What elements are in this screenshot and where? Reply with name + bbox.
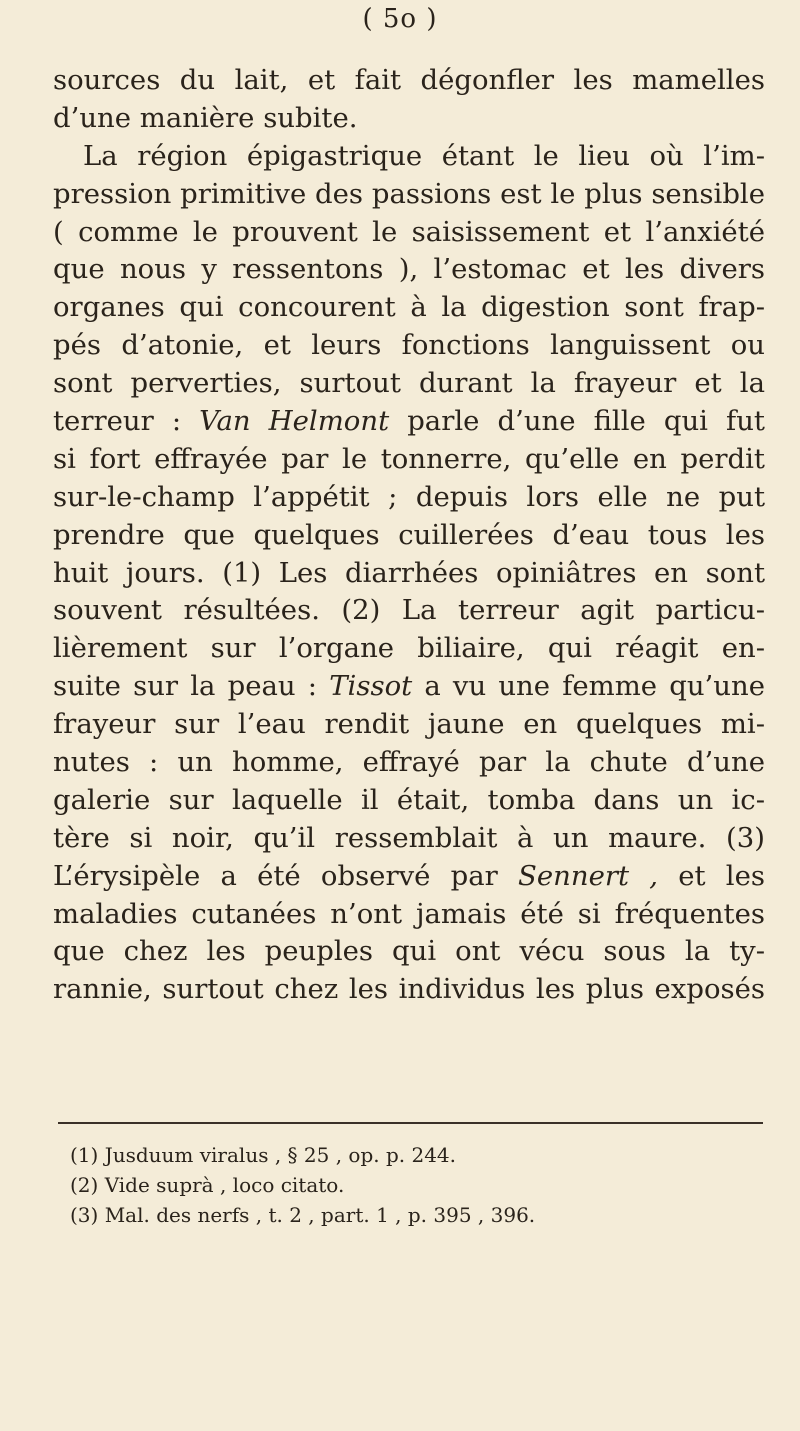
text-line: sont perverties, surtout durant la frayeur et la xyxy=(53,367,765,400)
text-fragment: L’érysipèle a été observé par xyxy=(53,859,519,892)
text-line: maladies cutanées n’ont jamais été si fréquentes xyxy=(53,897,765,930)
footnote-divider xyxy=(58,1122,763,1124)
text-fragment: a vu une femme qu’une xyxy=(412,670,765,703)
text-line xyxy=(53,668,765,706)
text-line: pression primitive des passions est le plus sensible xyxy=(53,177,765,210)
text-fragment: parle d’une fille qui fut xyxy=(389,405,765,438)
text-line: nutes : un homme, effrayé par la chute d’une xyxy=(53,746,765,779)
text-line: que chez les peuples qui ont vécu sous la ty- xyxy=(53,935,765,968)
body-text xyxy=(53,62,765,1009)
text-line: tère si noir, qu’il ressemblait à un maure. (3) xyxy=(53,821,765,854)
text-line: lièrement sur l’organe biliaire, qui réagit en- xyxy=(53,632,765,665)
text-line xyxy=(53,858,765,896)
text-fragment: terreur : xyxy=(53,405,200,438)
text-line: si fort effrayée par le tonnerre, qu’elle en perdit xyxy=(53,442,765,475)
author-name-sennert: Sennert , xyxy=(518,859,659,892)
text-line: prendre que quelques cuillerées d’eau tous les xyxy=(53,518,765,551)
footnote-1: (1) Jusduum viralus , § 25 , op. p. 244. xyxy=(70,1143,457,1167)
text-line xyxy=(53,403,765,441)
author-name-van-helmont: Van Helmont xyxy=(199,405,390,438)
text-line: organes qui concourent à la digestion sont frap- xyxy=(53,291,765,324)
text-line: huit jours. (1) Les diarrhées opiniâtres en sont xyxy=(53,556,765,589)
text-fragment: suite sur la peau : xyxy=(53,670,330,703)
text-line: d’une manière subite. xyxy=(53,101,358,134)
text-line: sources du lait, et fait dégonfler les mamelles xyxy=(53,64,765,96)
text-line: La région épigastrique étant le lieu où l’im- xyxy=(83,139,765,172)
author-name-tissot: Tissot xyxy=(329,670,413,703)
text-line: souvent résultées. (2) La terreur agit particu- xyxy=(53,594,765,627)
page-number: ( 5o ) xyxy=(362,4,438,34)
text-line: sur-le-champ l’appétit ; depuis lors elle ne put xyxy=(53,480,765,513)
footnote-3: (3) Mal. des nerfs , t. 2 , part. 1 , p. 395 , 396. xyxy=(70,1203,536,1227)
text-line: pés d’atonie, et leurs fonctions languissent ou xyxy=(53,329,765,362)
text-line: que nous y ressentons ), l’estomac et les divers xyxy=(53,253,765,286)
text-line: ( comme le prouvent le saisissement et l’anxiété xyxy=(53,215,765,248)
text-line: galerie sur laquelle il était, tomba dans un ic- xyxy=(53,783,765,816)
footnotes xyxy=(70,1140,750,1230)
text-fragment: et les xyxy=(658,859,765,892)
footnote-2: (2) Vide suprà , loco citato. xyxy=(70,1173,345,1197)
text-line: frayeur sur l’eau rendit jaune en quelques mi- xyxy=(53,708,765,741)
text-line: rannie, surtout chez les individus les plus exposés xyxy=(53,973,765,1006)
